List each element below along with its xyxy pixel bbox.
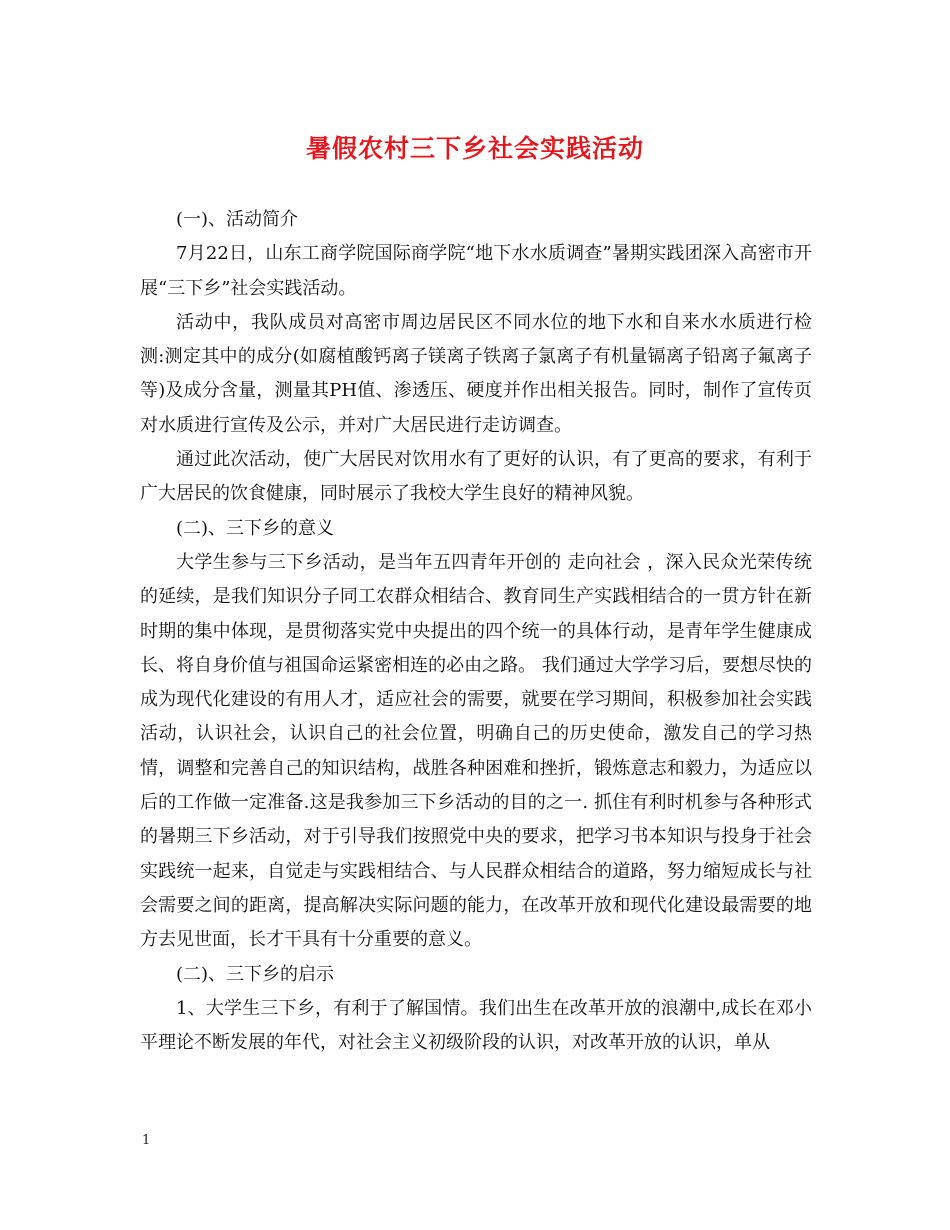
document-body [140, 203, 812, 1060]
body-paragraph: 大学生参与三下乡活动，是当年五四青年开创的 走向社会 ，深入民众光荣传统的延续，是我们知识分子同工农群众相结合、教育同生产实践相结合的一贯方针在新时期的集中体现，是贯彻落实党中央提出的四个统一的具体行动，是青年学生健康成长、将自身价值与祖国命运紧密相连的必由之路。 我们通过大学学习后，要想尽快的成为现代化建设的有用人才，适应社会的需要，就要在学习期间，积极参加社会实践活动，认识社会，认识自己的社会位置，明确自己的历史使命，激发自己的学习热情，调整和完善自己的知识结构，战胜各种困难和挫折，锻炼意志和毅力，为适应以后的工作做一定准备.这是我参加三下乡活动的目的之一. 抓住有利时机参与各种形式的暑期三下乡活动，对于引导我们按照党中央的要求，把学习书本知识与投身于社会实践统一起来，自觉走与实践相结合、与人民群众相结合的道路，努力缩短成长与社会需要之间的距离，提高解决实际问题的能力，在改革开放和现代化建设最需要的地方去见世面，长才干具有十分重要的意义。 [140, 551, 812, 951]
page-number: 1 [142, 1133, 151, 1148]
body-paragraph: 1、大学生三下乡，有利于了解国情。我们出生在改革开放的浪潮中,成长在邓小平理论不断发展的年代，对社会主义初级阶段的认识，对改革开放的认识，单从 [140, 997, 812, 1054]
section-heading-significance: (二)、三下乡的意义 [176, 517, 335, 539]
section-heading-inspiration: (二)、三下乡的启示 [176, 963, 335, 985]
body-paragraph: 7月22日，山东工商学院国际商学院“地下水水质调查”暑期实践团深入高密市开展“三下乡”社会实践活动。 [140, 243, 812, 299]
body-paragraph: 通过此次活动，使广大居民对饮用水有了更好的认识，有了更高的要求，有利于广大居民的饮食健康，同时展示了我校大学生良好的精神风貌。 [140, 449, 812, 505]
document-title: 暑假农村三下乡社会实践活动 [305, 134, 644, 163]
body-paragraph: 活动中，我队成员对高密市周边居民区不同水位的地下水和自来水水质进行检测:测定其中的成分(如腐植酸钙离子镁离子铁离子氯离子有机量镉离子铅离子氟离子等)及成分含量，测量其PH值、渗透压、硬度并作出相关报告。同时，制作了宣传页对水质进行宣传及公示，并对广大居民进行走访调查。 [140, 311, 812, 436]
section-heading-intro: (一)、活动简介 [176, 209, 299, 230]
